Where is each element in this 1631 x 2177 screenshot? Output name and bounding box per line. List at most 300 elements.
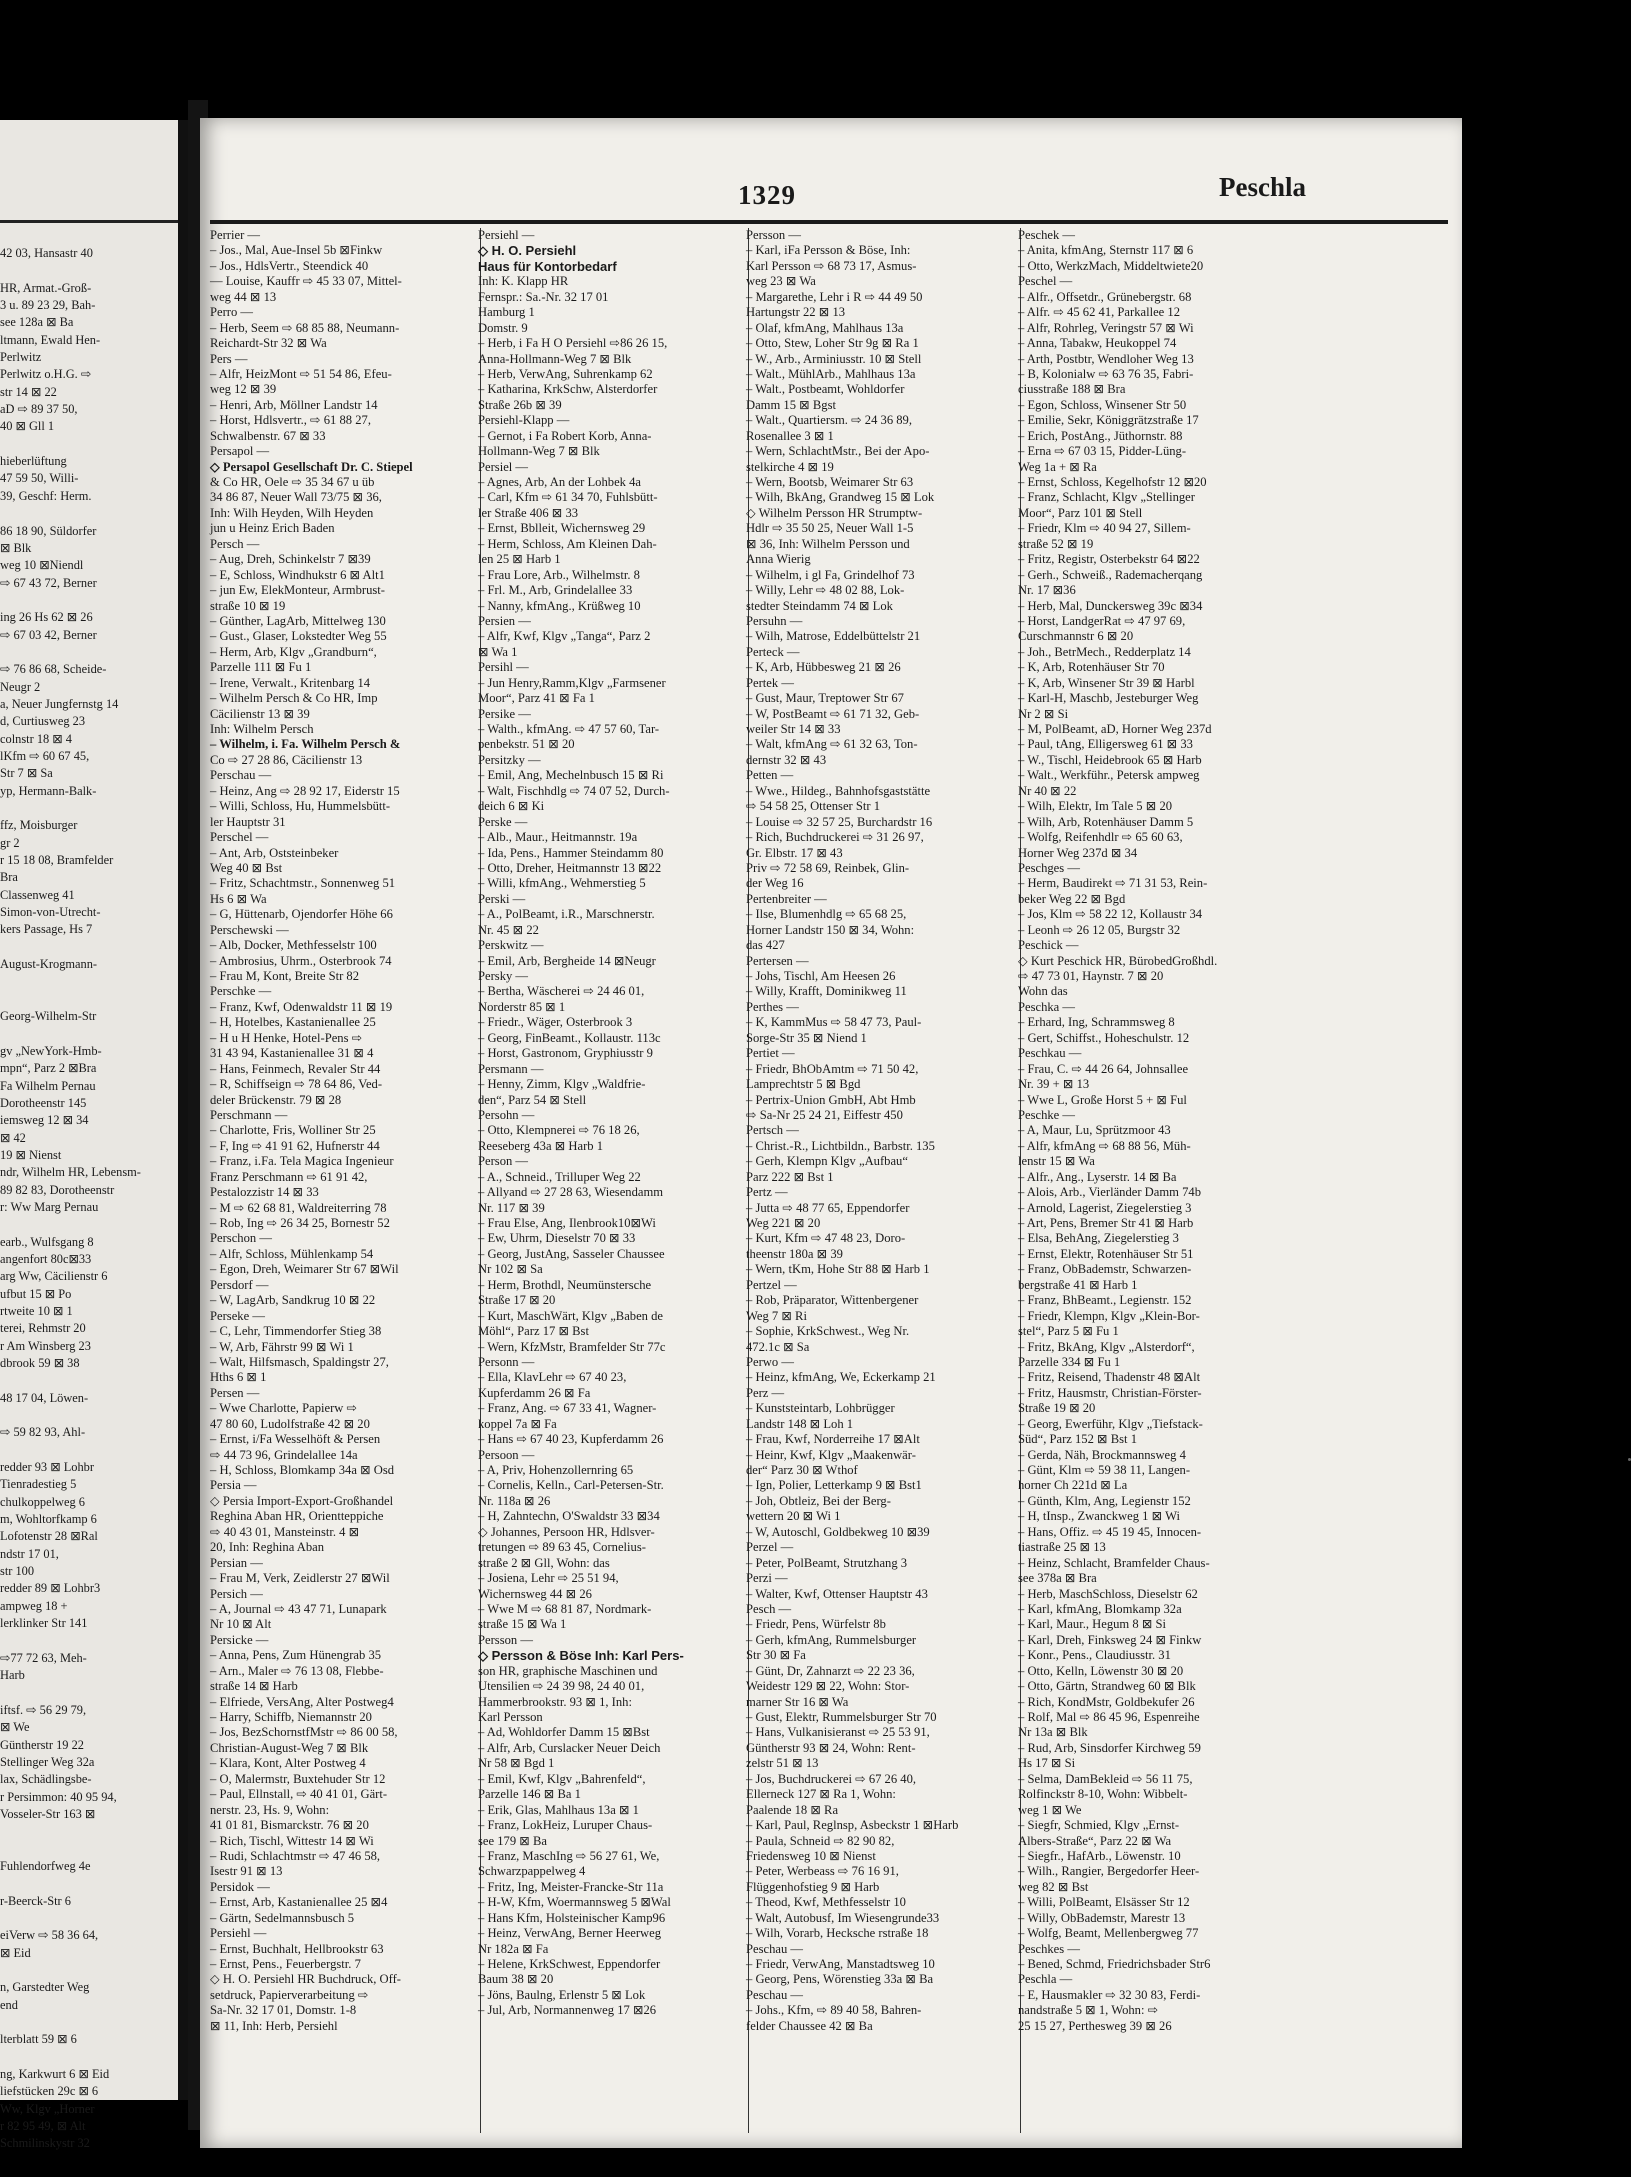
directory-entry: – Herm, Schloss, Am Kleinen Dah- [478, 536, 657, 551]
surname-heading: Pertz — [746, 1185, 788, 1200]
surname-heading: Perrier — [210, 228, 261, 242]
directory-entry: – H, Hotelbes, Kastanienallee 25 [210, 1015, 376, 1030]
left-page-line: iemsweg 12 ⊠ 34 [0, 1113, 89, 1128]
left-page-line: m, Wohltorfkamp 6 [0, 1512, 97, 1527]
left-page-line: hieberlüftung [0, 454, 67, 469]
left-page-line [0, 505, 182, 522]
directory-entry: – Jos, BezSchornstfMstr ⇨ 86 00 58, [210, 1725, 398, 1740]
directory-entry: 47 80 60, Ludolfstraße 42 ⊠ 20 [210, 1416, 370, 1431]
directory-entry: beker Weg 22 ⊠ Bgd [1018, 891, 1126, 906]
directory-entry: – Franz, MaschIng ⇨ 56 27 61, We, [478, 1848, 660, 1863]
directory-entry: – G, Hüttenarb, Ojendorfer Höhe 66 [210, 907, 393, 922]
surname-heading: Persson — [746, 228, 801, 242]
directory-entry: – Emilie, Sekr, Königgrätzstraße 17 [1018, 413, 1199, 428]
directory-entry: – Walth., kfmAng. ⇨ 47 57 60, Tar- [478, 722, 660, 736]
directory-entry: ◇ Johannes, Persoon HR, Hdlsver- [478, 1524, 655, 1539]
left-page-line [0, 2014, 182, 2031]
directory-entry: Nr. 39 + ⊠ 13 [1018, 1077, 1090, 1092]
surname-heading: Peschke — [1018, 1107, 1076, 1122]
directory-entry: ⊠ 36, Inh: Wilhelm Persson und [746, 536, 910, 551]
directory-entry: – Walt, Hilfsmasch, Spaldingstr 27, [210, 1354, 389, 1369]
directory-entry: – Henny, Zimm, Klgv „Waldfrie- [478, 1077, 646, 1092]
directory-entry: – Alfr, Rohrleg, Veringstr 57 ⊠ Wi [1018, 320, 1194, 335]
directory-entry: Wichernsweg 44 ⊠ 26 [478, 1586, 592, 1601]
directory-entry: – Walt., Quartiersm. ⇨ 24 36 89, [746, 413, 913, 428]
directory-entry: – Herb, Seem ⇨ 68 85 88, Neumann- [210, 320, 400, 335]
directory-entry: – Herb, MaschSchloss, Dieselstr 62 [1018, 1586, 1198, 1601]
directory-entry: – Walt., MühlArb., Mahlhaus 13a [746, 366, 916, 381]
directory-entry: – Ant, Arb, Oststeinbeker [210, 845, 339, 860]
directory-entry: – Joh, Obtleiz, Bei der Berg- [746, 1493, 891, 1508]
left-page-line: r Persimmon: 40 95 94, [0, 1789, 117, 1804]
directory-entry: Landstr 148 ⊠ Loh 1 [746, 1416, 854, 1431]
directory-entry: – Wern, SchlachtMstr., Bei der Apo- [746, 444, 930, 459]
left-page-line [0, 939, 182, 956]
left-page-line: r 82 95 49, ⊠ Alt [0, 2119, 86, 2134]
directory-entry: straße 2 ⊠ Gll, Wohn: das [478, 1555, 610, 1570]
directory-entry: weg 12 ⊠ 39 [210, 382, 277, 397]
left-page-line: ng, Karkwurt 6 ⊠ Eid [0, 2067, 110, 2082]
directory-entry: – Jöns, Baulng, Erlenstr 5 ⊠ Lok [478, 1987, 646, 2002]
left-page-line [0, 1823, 182, 1840]
directory-entry: – Johs., Kfm, ⇨ 89 40 58, Bahren- [746, 2003, 922, 2018]
left-page-line: Neugr 2 [0, 679, 41, 694]
surname-heading: Persohn — [478, 1107, 535, 1122]
left-header-rule [0, 220, 178, 223]
directory-entry: – Friedr, BhObAmtm ⇨ 71 50 42, [746, 1061, 919, 1076]
directory-entry: – C, Lehr, Timmendorfer Stieg 38 [210, 1324, 382, 1339]
directory-entry: deich 6 ⊠ Ki [478, 799, 545, 814]
left-page-line: Fa Wilhelm Pernau [0, 1078, 96, 1093]
surname-heading: Persien — [478, 613, 531, 628]
directory-entry: – Franz, Schlacht, Klgv „Stellinger [1018, 490, 1195, 505]
directory-entry: – Erik, Glas, Mahlhaus 13a ⊠ 1 [478, 1802, 639, 1817]
directory-entry: Nr 40 ⊠ 22 [1018, 783, 1077, 798]
left-page-line: d, Curtiusweg 23 [0, 714, 86, 729]
left-page-line: r Am Winsberg 23 [0, 1338, 91, 1353]
directory-entry: – Paul, tAng, Elligersweg 61 ⊠ 33 [1018, 737, 1193, 752]
directory-entry: – Horst, Hdlsvertr., ⇨ 61 88 27, [210, 413, 371, 428]
directory-entry: – Karl, kfmAng, Blomkamp 32a [1018, 1601, 1182, 1616]
directory-entry: Isestr 91 ⊠ 13 [210, 1864, 283, 1879]
directory-entry: – Gust, Maur, Treptower Str 67 [746, 691, 904, 706]
directory-entry: – Margarethe, Lehr i R ⇨ 44 49 50 [746, 289, 923, 304]
left-page-line: ufbut 15 ⊠ Po [0, 1286, 72, 1301]
surname-heading: Pertersen — [746, 953, 809, 968]
directory-entry: – Friedr, Klm ⇨ 40 94 27, Sillem- [1018, 521, 1191, 536]
directory-entry: marner Str 16 ⊠ Wa [746, 1694, 849, 1709]
directory-entry: Hamburg 1 [478, 305, 535, 320]
left-page-line: aD ⇨ 89 37 50, [0, 402, 78, 417]
surname-heading: Persch — [210, 536, 260, 551]
directory-entry: – Wwe L, Große Horst 5 + ⊠ Ful [1018, 1092, 1187, 1107]
directory-entry: Franz Perschmann ⇨ 61 91 42, [210, 1169, 368, 1184]
directory-entry: Hths 6 ⊠ 1 [210, 1370, 267, 1385]
directory-entry: – Theod, Kwf, Methfesselstr 10 [746, 1895, 906, 1910]
left-page-line: ndstr 17 01, [0, 1546, 59, 1561]
directory-entry: – Heinz, Ang ⇨ 28 92 17, Eiderstr 15 [210, 783, 400, 798]
surname-heading: Perski — [478, 891, 526, 906]
directory-entry: – Walt, Autobusf, Im Wiesengrunde33 [746, 1910, 940, 1925]
directory-entry: Flüggenhofstieg 9 ⊠ Harb [746, 1879, 880, 1894]
directory-entry: Parzelle 111 ⊠ Fu 1 [210, 660, 312, 675]
surname-heading: Persia — [210, 1478, 257, 1493]
directory-entry: – Frau, Kwf, Norderreihe 17 ⊠Alt [746, 1432, 920, 1447]
directory-entry: – Nanny, kfmAng., Krüßweg 10 [478, 598, 641, 613]
left-page-line [0, 1633, 182, 1650]
directory-entry: ◇ H. O. Persiehl [478, 243, 577, 259]
surname-heading: Pesch — [746, 1601, 792, 1616]
directory-entry: – Wilh, Matrose, Eddelbüttelstr 21 [746, 629, 921, 644]
directory-entry: – Anita, kfmAng, Sternstr 117 ⊠ 6 [1018, 243, 1194, 258]
directory-entry: ⇨ 54 58 25, Ottenser Str 1 [746, 799, 881, 814]
directory-entry: Karl Persson [478, 1710, 543, 1724]
left-page-line: ⇨77 72 63, Meh- [0, 1650, 87, 1665]
left-page-line: Dorotheenstr 145 [0, 1095, 87, 1110]
left-page-line [0, 991, 182, 1008]
directory-entry: – Alfr, kfmAng ⇨ 68 88 56, Müh- [1018, 1138, 1191, 1153]
directory-entry: Süd“, Parz 152 ⊠ Bst 1 [1018, 1432, 1137, 1447]
directory-entry: – Peter, PolBeamt, Strutzhang 3 [746, 1555, 908, 1570]
directory-entry: – Hans, Feinmech, Revaler Str 44 [210, 1061, 381, 1076]
left-page-line: lterblatt 59 ⊠ 6 [0, 2032, 77, 2047]
left-page-line: r 15 18 08, Bramfelder [0, 853, 114, 868]
left-page-line: Güntherstr 19 22 [0, 1737, 84, 1752]
directory-entry: – Georg, Ewerführ, Klgv „Tiefstack- [1018, 1416, 1203, 1431]
directory-entry: – Klara, Kont, Alter Postweg 4 [210, 1756, 366, 1771]
directory-entry: – Franz, Kwf, Odenwaldstr 11 ⊠ 19 [210, 999, 393, 1014]
directory-entry: – Herb, i Fa H O Persiehl ⇨86 26 15, [478, 336, 668, 351]
directory-entry: horner Ch 221d ⊠ La [1018, 1478, 1128, 1493]
left-page-line: ffz, Moisburger [0, 818, 78, 833]
left-page-line [0, 262, 182, 279]
left-page-line: lax, Schädlingsbe- [0, 1772, 92, 1787]
directory-column-4 [1018, 228, 1450, 2133]
directory-entry: – Gerda, Näh, Brockmannsweg 4 [1018, 1447, 1186, 1462]
directory-entry: – Willi, PolBeamt, Elsässer Str 12 [1018, 1895, 1190, 1910]
directory-entry: – Hans ⇨ 67 40 23, Kupferdamm 26 [478, 1432, 664, 1447]
surname-heading: Petten — [746, 768, 794, 783]
surname-heading: Perschke — [210, 984, 272, 999]
directory-page [200, 118, 1462, 2148]
directory-entry: Domstr. 9 [478, 320, 528, 335]
directory-entry: ⇨ 40 43 01, Mansteinstr. 4 ⊠ [210, 1524, 360, 1539]
directory-entry: – Emil, Arb, Bergheide 14 ⊠Neugr [478, 953, 656, 968]
directory-entry: – A, Maur, Lu, Sprützmoor 43 [1018, 1123, 1171, 1138]
directory-entry: – Anna, Tabakw, Heukoppel 74 [1018, 336, 1177, 351]
directory-entry: – Bened, Schmd, Friedrichsbader Str6 [1018, 1957, 1211, 1971]
directory-entry: – Franz, ObBademstr, Schwarzen- [1018, 1262, 1192, 1277]
directory-entry: – Willy, ObBademstr, Marestr 13 [1018, 1910, 1186, 1925]
directory-entry: – K, Arb, Hübbesweg 21 ⊠ 26 [746, 660, 901, 675]
surname-heading: Persiehl — [210, 1926, 267, 1941]
directory-entry: – Walt., Werkführ., Petersk ampweg [1018, 768, 1200, 783]
directory-entry: straße 10 ⊠ 19 [210, 598, 286, 613]
directory-entry: – Art, Pens, Bremer Str 41 ⊠ Harb [1018, 1216, 1194, 1230]
directory-entry: – Franz, i.Fa. Tela Magica Ingenieur [210, 1154, 394, 1169]
directory-entry: der Weg 16 [746, 876, 804, 891]
directory-entry: Weg 1a + ⊠ Ra [1018, 459, 1097, 474]
left-page-line: str 100 [0, 1564, 35, 1579]
directory-entry: – Elfriede, VersAng, Alter Postweg4 [210, 1694, 394, 1709]
surname-heading: Persoon — [478, 1447, 535, 1462]
directory-entry: Moor“, Parz 101 ⊠ Stell [1018, 505, 1143, 520]
surname-heading: Perschau — [210, 768, 272, 783]
directory-entry: – Georg, FinBeamt., Kollaustr. 113c [478, 1030, 661, 1045]
left-page-line: Schmilinskystr 32 [0, 2136, 90, 2151]
directory-entry: – Wilh, Vorarb, Hecksche rstraße 18 [746, 1926, 929, 1941]
directory-entry: – F, Ing ⇨ 41 91 62, Hufnerstr 44 [210, 1138, 380, 1153]
directory-entry: – M ⇨ 62 68 81, Waldreiterring 78 [210, 1200, 387, 1215]
left-page-line [0, 800, 182, 817]
surname-heading: Persidok — [210, 1879, 270, 1894]
directory-entry: – Siegfr., HafArb., Löwenstr. 10 [1018, 1848, 1181, 1863]
directory-entry: – Erich, PostAng., Jüthornstr. 88 [1018, 428, 1183, 443]
left-page-line: gv „NewYork-Hmb- [0, 1043, 102, 1058]
left-page-line: ⇨ 67 43 72, Berner [0, 575, 97, 590]
left-page-line: ⊠ Eid [0, 1945, 31, 1960]
directory-entry: – Arnold, Lagerist, Ziegelerstieg 3 [1018, 1200, 1192, 1215]
directory-entry: straße 15 ⊠ Wa 1 [478, 1617, 567, 1632]
left-page-line: earb., Wulfsgang 8 [0, 1234, 94, 1249]
header-rule [210, 220, 1448, 224]
directory-entry: Nr 2 ⊠ Si [1018, 706, 1069, 721]
directory-column-3 [746, 228, 1018, 2133]
left-page-line: ⊠ Blk [0, 540, 32, 555]
directory-entry: & Co HR, Oele ⇨ 35 34 67 u üb [210, 475, 375, 489]
directory-entry: – E, Hausmakler ⇨ 32 30 83, Ferdi- [1018, 1987, 1201, 2002]
left-page-line: terei, Rehmstr 20 [0, 1321, 86, 1336]
directory-entry: – Alfr., Offsetdr., Grünebergstr. 68 [1018, 289, 1192, 304]
directory-entry: Ellerneck 127 ⊠ Ra 1, Wohn: [746, 1787, 896, 1802]
directory-entry: – Karl-H, Maschb, Jesteburger Weg [1018, 691, 1199, 706]
left-page-line: str 14 ⊠ 22 [0, 384, 57, 399]
directory-entry: – Kunststeintarb, Lohbrügger [746, 1401, 895, 1416]
directory-entry: – K, Arb, Rotenhäuser Str 70 [1018, 660, 1165, 675]
directory-entry: – K, Arb, Winsener Str 39 ⊠ Harbl [1018, 675, 1195, 690]
directory-entry: Paalende 18 ⊠ Ra [746, 1802, 839, 1817]
directory-entry: – Fritz, Ing, Meister-Francke-Str 11a [478, 1879, 664, 1894]
directory-entry: Nr 10 ⊠ Alt [210, 1617, 272, 1632]
directory-entry: – Ad, Wohldorfer Damm 15 ⊠Bst [478, 1725, 650, 1740]
surname-heading: Peschau — [746, 1987, 804, 2002]
left-page-line: Str 7 ⊠ Sa [0, 766, 53, 781]
directory-entry: – Günt, Klm ⇨ 59 38 11, Langen- [1018, 1463, 1191, 1477]
directory-entry: – W, Autoschl, Goldbekweg 10 ⊠39 [746, 1524, 930, 1539]
directory-entry: Inh: Wilh Heyden, Wilh Heyden [210, 505, 374, 520]
directory-entry: den“, Parz 54 ⊠ Stell [478, 1092, 587, 1107]
left-page-line: ing 26 Hs 62 ⊠ 26 [0, 610, 93, 625]
left-page-line: kers Passage, Hs 7 [0, 922, 93, 937]
directory-entry: Lamprechtstr 5 ⊠ Bgd [746, 1077, 861, 1092]
directory-entry: 472.1c ⊠ Sa [746, 1339, 810, 1354]
left-page-line: redder 89 ⊠ Lohbr3 [0, 1581, 101, 1596]
surname-heading: Perseke — [210, 1308, 265, 1323]
left-page-line: Lofotenstr 28 ⊠Ral [0, 1529, 98, 1544]
directory-entry: – Fritz, Registr, Osterbekstr 64 ⊠22 [1018, 552, 1200, 567]
left-page-line: eiVerw ⇨ 58 36 64, [0, 1928, 99, 1943]
directory-entry: – Fritz, Reisend, Thadenstr 48 ⊠Alt [1018, 1370, 1201, 1385]
directory-entry: Nr 13a ⊠ Blk [1018, 1725, 1088, 1740]
left-page-line [0, 1910, 182, 1927]
directory-entry: Albers-Straße“, Parz 22 ⊠ Wa [1018, 1833, 1172, 1848]
directory-entry: – Leonh ⇨ 26 12 05, Burgstr 32 [1018, 922, 1181, 937]
surname-heading: Perzel — [746, 1540, 794, 1555]
left-page-line: Harb [0, 1668, 25, 1683]
directory-entry: – B, Kolonialw ⇨ 63 76 35, Fabri- [1018, 366, 1194, 381]
directory-entry: – Wern, KfzMstr, Bramfelder Str 77c [478, 1339, 666, 1354]
surname-heading: Pertek — [746, 675, 794, 690]
directory-entry: – Carl, Kfm ⇨ 61 34 70, Fuhlsbütt- [478, 490, 658, 505]
directory-entry: – Rudi, Schlachtmstr ⇨ 47 46 58, [210, 1848, 381, 1863]
facing-page-left [0, 120, 188, 2151]
surname-heading: Perschmann — [210, 1107, 288, 1122]
directory-entry: Parz 222 ⊠ Bst 1 [746, 1169, 834, 1184]
directory-entry: – Wwe M ⇨ 68 81 87, Nordmark- [478, 1601, 652, 1616]
directory-entry: Co ⇨ 27 28 86, Cäcilienstr 13 [210, 752, 363, 767]
directory-entry: Cäcilienstr 13 ⊠ 39 [210, 706, 310, 721]
directory-entry: see 179 ⊠ Ba [478, 1833, 547, 1848]
directory-entry: – Kurt, Kfm ⇨ 47 48 23, Doro- [746, 1231, 906, 1246]
left-page-line: 48 17 04, Löwen- [0, 1390, 89, 1405]
left-page-line: 42 03, Hansastr 40 [0, 246, 93, 260]
left-page-line: 19 ⊠ Nienst [0, 1147, 62, 1162]
directory-entry: – A., Schneid., Trilluper Weg 22 [478, 1169, 641, 1184]
directory-entry: – Günt, Dr, Zahnarzt ⇨ 22 23 36, [746, 1663, 915, 1678]
left-page-line: Perlwitz o.H.G. ⇨ [0, 367, 92, 382]
directory-entry: tiastraße 25 ⊠ 13 [1018, 1540, 1106, 1555]
directory-entry: nerstr. 23, Hs. 9, Wohn: [210, 1802, 330, 1817]
directory-entry: – Wilh, Elektr, Im Tale 5 ⊠ 20 [1018, 799, 1173, 814]
directory-entry: felder Chaussee 42 ⊠ Ba [746, 2018, 873, 2033]
directory-entry: – Frau Else, Ang, Ilenbrook10⊠Wi [478, 1216, 656, 1230]
directory-entry: – Otto, Dreher, Heitmannstr 13 ⊠22 [478, 860, 662, 875]
directory-entry: ⇨ 44 73 96, Grindelallee 14a [210, 1447, 358, 1462]
left-page-line: ⊠ We [0, 1720, 30, 1735]
directory-entry: – Olaf, kfmAng, Mahlhaus 13a [746, 320, 904, 335]
directory-entry: – Herb, Mal, Dunckersweg 39c ⊠34 [1018, 598, 1203, 613]
directory-entry: – Alb, Docker, Methfesselstr 100 [210, 938, 377, 953]
left-page-text [0, 245, 182, 2153]
left-page-line [0, 592, 182, 609]
surname-heading: Perschewski — [210, 922, 289, 937]
left-page-line: colnstr 18 ⊠ 4 [0, 731, 72, 746]
directory-entry: – H-W, Kfm, Woermannsweg 5 ⊠Wal [478, 1895, 671, 1910]
directory-entry: – Herm, Brothdl, Neumünstersche [478, 1277, 652, 1292]
directory-entry: – Alfr, Schloss, Mühlenkamp 54 [210, 1246, 374, 1261]
surname-heading: Personn — [478, 1354, 535, 1369]
left-page-line: a, Neuer Jungfernstg 14 [0, 696, 119, 711]
directory-entry: – Emil, Ang, Mechelnbusch 15 ⊠ Ri [478, 768, 664, 783]
directory-entry: – Alfr., Ang., Lyserstr. 14 ⊠ Ba [1018, 1169, 1177, 1184]
directory-entry: – Wilhelm, i gl Fa, Grindelhof 73 [746, 567, 915, 582]
left-page-line [0, 1875, 182, 1892]
directory-entry: – Rob, Ing ⇨ 26 34 25, Bornestr 52 [210, 1216, 390, 1230]
surname-heading: Persdorf — [210, 1277, 269, 1292]
directory-entry: Rosenallee 3 ⊠ 1 [746, 428, 834, 443]
directory-entry: – Gert, Schiffst., Hoheschulstr. 12 [1018, 1030, 1190, 1045]
surname-heading: Persky — [478, 969, 529, 983]
directory-entry: – Horst, LandgerRat ⇨ 47 97 69, [1018, 613, 1186, 628]
directory-entry: ◇ Persapol Gesellschaft Dr. C. Stiepel [210, 459, 413, 474]
directory-entry: Nr. 117 ⊠ 39 [478, 1200, 545, 1215]
directory-column-2 [478, 228, 748, 2133]
directory-entry: Nr. 17 ⊠36 [1018, 583, 1076, 598]
directory-entry: – Rud, Arb, Sinsdorfer Kirchweg 59 [1018, 1740, 1201, 1755]
directory-entry: koppel 7a ⊠ Fa [478, 1416, 557, 1431]
directory-entry: ◇ Persson & Böse Inh: Karl Pers- [478, 1648, 684, 1664]
surname-heading: Persike — [478, 706, 531, 721]
directory-entry: – Josiena, Lehr ⇨ 25 51 94, [478, 1571, 619, 1586]
left-page-line: arg Ww, Cäcilienstr 6 [0, 1269, 108, 1284]
directory-entry: – Charlotte, Fris, Wolliner Str 25 [210, 1123, 376, 1138]
left-page-line: 86 18 90, Süldorfer [0, 523, 97, 538]
directory-entry: – Gärtn, Sedelmannsbusch 5 [210, 1910, 355, 1925]
directory-entry: ler Straße 406 ⊠ 33 [478, 505, 579, 520]
directory-entry: – Peter, Werbeass ⇨ 76 16 91, [746, 1864, 899, 1879]
directory-entry: – Gerh, Klempn Klgv „Aufbau“ [746, 1154, 908, 1169]
surname-heading: Pertzel — [746, 1277, 797, 1292]
directory-entry: 41 01 81, Bismarckstr. 76 ⊠ 20 [210, 1818, 369, 1833]
surname-heading: Persicke — [210, 1632, 269, 1647]
directory-entry: len 25 ⊠ Harb 1 [478, 552, 561, 567]
left-page-line: chulkoppelweg 6 [0, 1494, 85, 1509]
directory-entry: – Wilhelm, i. Fa. Wilhelm Persch & [210, 737, 401, 752]
left-page-line: mpn“, Parz 2 ⊠Bra [0, 1061, 97, 1076]
directory-entry: Nr. 118a ⊠ 26 [478, 1493, 551, 1508]
directory-entry: – Joh., BetrMech., Redderplatz 14 [1018, 644, 1191, 659]
directory-entry: – Agnes, Arb, An der Lohbek 4a [478, 475, 641, 489]
surname-heading: Persiehl — [478, 228, 535, 242]
directory-entry: Straße 17 ⊠ 20 [478, 1293, 556, 1308]
surname-heading: Persiel — [478, 459, 529, 474]
directory-entry: Moor“, Parz 41 ⊠ Fa 1 [478, 691, 595, 706]
directory-entry: – Elsa, BehAng, Ziegelerstieg 3 [1018, 1231, 1179, 1246]
left-page-line: 47 59 50, Willi- [0, 471, 79, 486]
directory-entry: – Wolfg, Beamt, Mellenbergweg 77 [1018, 1926, 1199, 1941]
directory-entry: – Arn., Maler ⇨ 76 13 08, Flebbe- [210, 1663, 384, 1678]
directory-entry: Christian-August-Weg 7 ⊠ Blk [210, 1740, 369, 1755]
left-page-line: HR, Armat.-Groß- [0, 280, 92, 295]
left-page-line: ⇨ 67 03 42, Berner [0, 627, 97, 642]
directory-entry: Reichardt-Str 32 ⊠ Wa [210, 336, 327, 351]
directory-entry: – Rich, Buchdruckerei ⇨ 31 26 97, [746, 830, 924, 845]
surname-heading: Peschkes — [1018, 1941, 1080, 1956]
left-page-line: 39, Geschf: Herm. [0, 488, 92, 503]
directory-entry: – H, tInsp., Zwanckweg 1 ⊠ Wi [1018, 1509, 1180, 1524]
directory-entry: – H u H Henke, Hotel-Pens ⇨ [210, 1030, 363, 1045]
left-page-line: end [0, 1997, 18, 2012]
directory-entry: – Wern, Bootsb, Weimarer Str 63 [746, 475, 914, 489]
directory-entry: – Otto, WerkzMach, Middeltwiete20 [1018, 258, 1204, 273]
directory-entry: – Irene, Verwalt., Kritenbarg 14 [210, 675, 371, 690]
directory-entry: – Konr., Pens., Claudiusstr. 31 [1018, 1648, 1171, 1663]
left-page-line: Ww, Klgv „Horner [0, 2101, 95, 2116]
left-page-line: dbrook 59 ⊠ 38 [0, 1356, 80, 1370]
surname-heading: Person — [478, 1154, 529, 1169]
directory-entry: – H, Zahntechn, O'Swaldstr 33 ⊠34 [478, 1509, 660, 1524]
directory-entry: – Gust., Glaser, Lokstedter Weg 55 [210, 629, 387, 644]
directory-entry: – Alfr, Arb, Curslacker Neuer Deich [478, 1740, 661, 1755]
directory-entry: Parzelle 146 ⊠ Ba 1 [478, 1787, 581, 1802]
directory-entry: 34 86 87, Neuer Wall 73/75 ⊠ 36, [210, 490, 382, 505]
directory-entry: straße 14 ⊠ Harb [210, 1679, 298, 1694]
directory-entry: – Ernst, Bblleit, Wichernsweg 29 [478, 521, 646, 536]
left-page-line: ltmann, Ewald Hen- [0, 332, 101, 347]
left-page-line: Vosseler-Str 163 ⊠ [0, 1806, 96, 1821]
surname-heading: Persmann — [478, 1061, 544, 1076]
directory-entry: deler Brückenstr. 79 ⊠ 28 [210, 1092, 342, 1107]
